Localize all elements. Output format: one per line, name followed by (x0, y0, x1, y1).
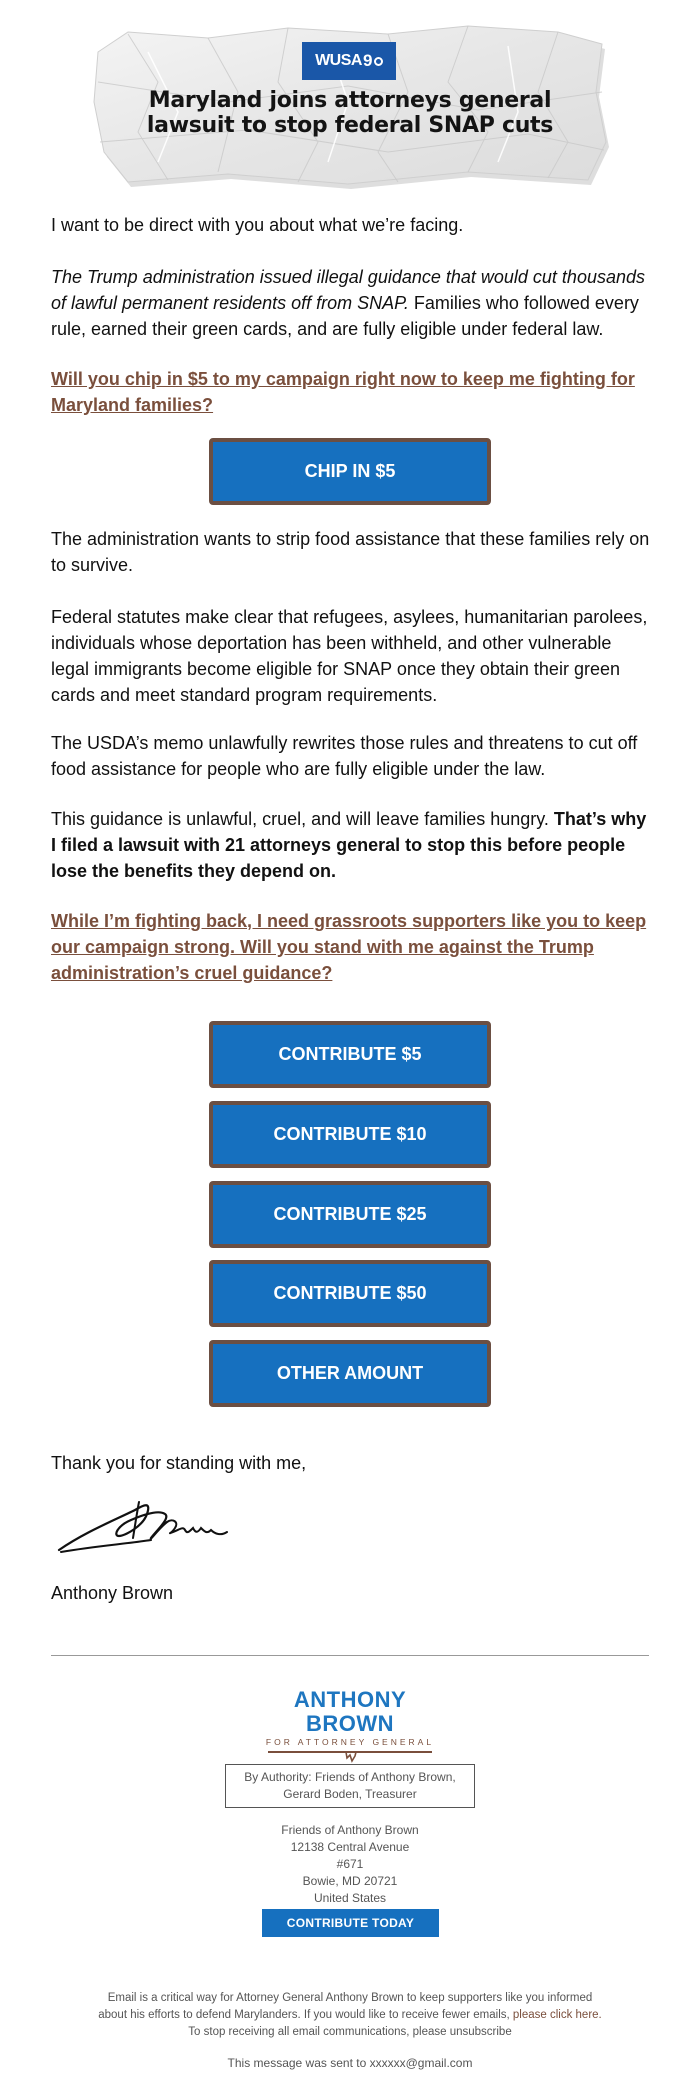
ask-chip-in-link[interactable]: Will you chip in $5 to my campaign right now to keep me fighting for Maryland families? (51, 369, 635, 415)
statutes-text: Federal statutes make clear that refugees, asylees, humanitarian parolees, individuals whose deportation has been withheld, and other vulnerable legal immigrants become eligible for SNAP once they obtain their green cards and meet standard program requirements. (51, 607, 648, 705)
usda-memo-text: The USDA’s memo unlawfully rewrites those rules and threatens to cut off food assistance for people who are fully eligible under the law. (51, 733, 638, 779)
sent-to-prefix: This message was sent to (227, 2056, 370, 2070)
lawsuit-bold-text: That’s why I filed a lawsuit with 21 attorneys general to stop this before people lose the benefits they depend on. (51, 809, 647, 881)
address-city: Bowie, MD 20721 (302, 1874, 398, 1888)
contribute-25-button[interactable]: CONTRIBUTE $25 (209, 1181, 491, 1248)
usda-memo-paragraph (51, 730, 651, 782)
campaign-logo-subtitle: FOR ATTORNEY GENERAL (265, 1737, 435, 1747)
sent-to-email: xxxxxx@gmail.com (369, 2056, 473, 2070)
other-amount-button[interactable]: OTHER AMOUNT (209, 1340, 491, 1407)
ask-chip-in[interactable] (51, 366, 651, 418)
lawsuit-paragraph (51, 806, 651, 884)
maryland-outline-icon (250, 1749, 450, 1763)
campaign-logo (250, 1688, 450, 1759)
intro-text: I want to be direct with you about what we’re facing. (51, 215, 464, 235)
contribute-5-button[interactable]: CONTRIBUTE $5 (209, 1021, 491, 1088)
address-street: 12138 Central Avenue (290, 1840, 410, 1854)
wusa-logo-nine: 9 (362, 51, 372, 70)
authority-line-1: By Authority: Friends of Anthony Brown, (244, 1770, 456, 1784)
closing-line (51, 1450, 651, 1476)
ask-stand-with-me[interactable] (51, 908, 651, 986)
ask-stand-with-me-link[interactable]: While I’m fighting back, I need grassroots supporters like you to keep our campaign strong. Will you stand with me against the Trump administration’s cruel guidance? (51, 911, 647, 983)
snap-italic-text: The Trump administration issued illegal guidance that would cut thousands of lawful permanent residents off from SNAP. (51, 267, 645, 313)
closing-text: Thank you for standing with me, (51, 1453, 307, 1473)
wusa9-logo (302, 42, 396, 80)
logo-dot-icon (374, 57, 383, 66)
contribute-today-button[interactable]: CONTRIBUTE TODAY (262, 1909, 439, 1937)
sent-to-line (60, 2055, 640, 2072)
signer-name-block (51, 1580, 651, 1606)
chip-in-button[interactable]: CHIP IN $5 (209, 438, 491, 505)
footer-note-1: Email is a critical way for Attorney General Anthony Brown to keep supporters like you informed (107, 1992, 593, 2004)
lawsuit-plain-text: This guidance is unlawful, cruel, and will leave families hungry. (51, 809, 554, 829)
contribute-10-button[interactable]: CONTRIBUTE $10 (209, 1101, 491, 1168)
strip-assistance-paragraph (51, 526, 651, 578)
footer-note-2 (60, 2007, 640, 2024)
signature-graphic (55, 1492, 245, 1562)
strip-assistance-text: The administration wants to strip food assistance that these families rely on to survive. (51, 529, 650, 575)
news-header-image (88, 22, 612, 190)
footer-note-2-text: about his efforts to defend Marylanders. If you would like to receive fewer emails, (98, 2009, 513, 2021)
authority-line-2: Gerard Boden, Treasurer (283, 1787, 417, 1801)
address-suite: #671 (336, 1857, 364, 1871)
wusa-logo-text: WUSA (315, 52, 362, 69)
unsubscribe-note[interactable]: To stop receiving all email communications, please unsubscribe (188, 2026, 512, 2038)
campaign-logo-name: ANTHONY BROWN (293, 1687, 407, 1736)
signer-name: Anthony Brown (51, 1583, 174, 1603)
fewer-emails-link[interactable]: please click here. (512, 2009, 602, 2021)
handwritten-signature (55, 1492, 245, 1567)
snap-paragraph (51, 264, 651, 342)
footer-divider (51, 1655, 649, 1656)
paid-for-by-box (225, 1764, 475, 1808)
maryland-line-graphic (250, 1749, 450, 1759)
news-headline: Maryland joins attorneys general lawsuit to stop federal SNAP cuts (146, 88, 554, 138)
intro-paragraph (51, 212, 651, 238)
address-country: United States (313, 1891, 387, 1905)
statutes-paragraph (51, 604, 651, 708)
address-org: Friends of Anthony Brown (281, 1823, 419, 1837)
snap-rest-text: Families who followed every rule, earned their green cards, and are fully eligible under federal law. (51, 293, 639, 339)
contribute-50-button[interactable]: CONTRIBUTE $50 (209, 1260, 491, 1327)
